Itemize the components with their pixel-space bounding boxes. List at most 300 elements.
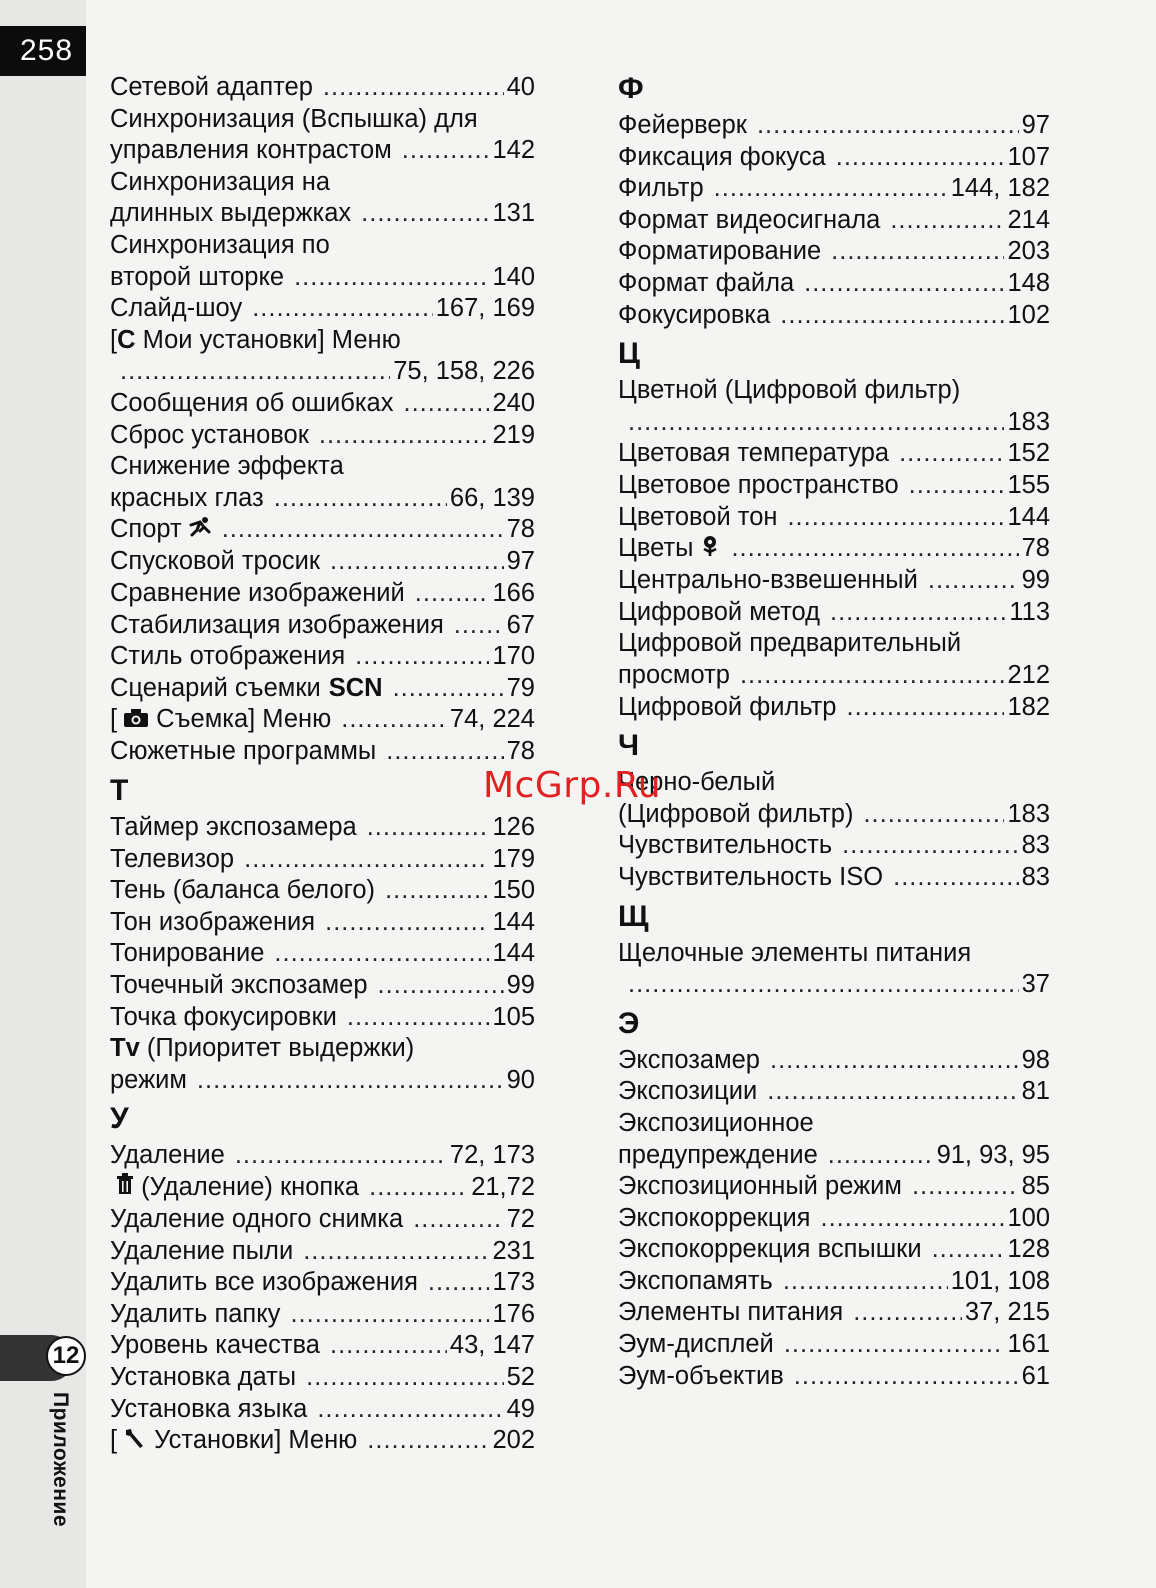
index-term <box>618 1076 757 1108</box>
index-page-refs: 152 <box>1007 439 1050 468</box>
index-term-text: Эум-объектив <box>618 1361 784 1390</box>
index-term-text: (Удаление) кнопка <box>134 1172 360 1201</box>
index-page-refs: 78 <box>506 515 535 544</box>
index-entry-row <box>618 268 1050 300</box>
index-page-refs: 128 <box>1007 1235 1050 1264</box>
dot-leader <box>369 1172 468 1204</box>
index-term <box>110 262 284 294</box>
index-entry <box>110 673 535 705</box>
dot-leader <box>306 1362 504 1394</box>
index-entry <box>618 236 1050 268</box>
index-entry-line1: Цветной (Цифровой фильтр) <box>618 376 961 405</box>
index-term <box>618 173 704 205</box>
dot-leader <box>367 1425 489 1457</box>
index-term <box>618 1045 760 1077</box>
index-term-text: Экспозиционный режим <box>618 1172 902 1201</box>
index-term-text: (Цифровой фильтр) <box>618 799 854 828</box>
index-page-refs: 202 <box>492 1426 535 1455</box>
index-entry-row <box>618 597 1050 629</box>
index-entry-row <box>110 875 535 907</box>
index-entry-row <box>110 198 535 230</box>
dot-leader <box>323 72 504 104</box>
dot-leader <box>787 502 1004 534</box>
section-letter-heading: Т <box>110 774 129 807</box>
index-entry-row <box>110 1267 535 1299</box>
index-page-refs: 144 <box>492 907 535 936</box>
index-page-refs: 90 <box>506 1065 535 1094</box>
dot-leader <box>274 938 489 970</box>
index-term <box>110 875 375 907</box>
dot-leader <box>428 1267 490 1299</box>
sport-mode-icon <box>188 515 212 547</box>
dot-leader <box>120 356 390 388</box>
index-entry <box>110 641 535 673</box>
index-term <box>110 938 264 970</box>
dot-leader <box>325 907 489 939</box>
index-entry <box>618 438 1050 470</box>
index-entry <box>110 1299 535 1331</box>
index-term-text: Удаление пыли <box>110 1236 294 1265</box>
index-entry-row <box>618 470 1050 502</box>
index-entry-row <box>618 692 1050 724</box>
index-entry <box>110 104 535 167</box>
section-letter-heading: Ц <box>618 337 640 371</box>
index-term-text: Формат видеосигнала <box>618 205 881 234</box>
dot-leader <box>330 1330 447 1362</box>
index-page-refs: 240 <box>492 388 535 417</box>
index-entry <box>618 142 1050 174</box>
dot-leader <box>831 236 1004 268</box>
index-term-text: Сообщения об ошибках <box>110 388 394 417</box>
dot-leader <box>899 438 1004 470</box>
index-term-text: Экспокоррекция вспышки <box>618 1235 922 1264</box>
dot-leader <box>767 1076 1018 1108</box>
index-term-text: длинных выдержках <box>110 199 352 228</box>
index-term <box>110 907 315 939</box>
index-entry-row <box>110 1394 535 1426</box>
index-page-refs: 21,72 <box>471 1172 535 1201</box>
index-term-text: красных глаз <box>110 483 264 512</box>
index-page-refs: 49 <box>506 1394 535 1423</box>
index-entry <box>110 451 535 514</box>
index-term-text: Формат файла <box>618 268 795 297</box>
index-term <box>618 1234 922 1266</box>
index-entry <box>110 167 535 230</box>
index-page-refs: 66, 139 <box>449 483 535 512</box>
camera-icon <box>123 705 149 737</box>
dot-leader <box>783 1266 948 1298</box>
index-entry <box>618 1234 1050 1266</box>
index-term <box>110 388 394 420</box>
index-entry <box>110 72 535 104</box>
index-entry <box>110 907 535 939</box>
index-term <box>110 293 242 325</box>
index-section <box>618 337 1050 723</box>
index-entry-line1 <box>110 325 535 357</box>
index-entry <box>618 1076 1050 1108</box>
index-section <box>618 729 1050 893</box>
index-entry-line1 <box>110 1033 535 1065</box>
index-term <box>110 641 345 673</box>
dot-leader <box>757 110 1019 142</box>
index-entry <box>110 1267 535 1299</box>
index-term <box>110 1140 225 1172</box>
dot-leader <box>714 173 948 205</box>
index-section <box>618 900 1050 1001</box>
index-term <box>110 1236 293 1268</box>
index-page-refs: 144, 182 <box>950 174 1050 203</box>
index-entry-row <box>110 483 535 515</box>
index-entry <box>110 1425 535 1457</box>
index-entry-text-part: C <box>117 325 136 354</box>
index-term <box>618 1171 902 1203</box>
index-entry <box>110 1236 535 1268</box>
index-entry-text-part: Съемка] Меню <box>149 705 332 734</box>
index-entry <box>110 736 535 768</box>
index-entry <box>618 300 1050 332</box>
index-page-refs: 182 <box>1007 692 1050 721</box>
chapter-number-badge: 12 <box>46 1336 86 1376</box>
dot-leader <box>836 142 1005 174</box>
dot-leader <box>628 969 1019 1001</box>
index-entry-row <box>618 1076 1050 1108</box>
index-entry-row <box>618 407 1050 439</box>
index-entry-row <box>110 1172 535 1204</box>
index-entry-row <box>618 565 1050 597</box>
section-letter-heading: Ч <box>618 729 640 763</box>
index-entry <box>618 565 1050 597</box>
index-term-text: режим <box>110 1065 187 1094</box>
dot-leader <box>413 1204 503 1236</box>
index-entry-row <box>618 1140 1050 1172</box>
index-entry-text-part: Мои установки] Меню <box>135 325 401 354</box>
index-entry-row <box>618 110 1050 142</box>
index-entry-row <box>110 262 535 294</box>
index-page-refs: 183 <box>1007 799 1050 828</box>
index-entry <box>618 1266 1050 1298</box>
index-term <box>110 1204 403 1236</box>
dot-leader <box>404 388 490 420</box>
index-entry-line1: Синхронизация (Вспышка) для <box>110 104 478 133</box>
index-entry-text-part: [ <box>110 1426 118 1455</box>
index-entry-row <box>618 1361 1050 1393</box>
index-entry-row <box>110 1362 535 1394</box>
index-entry-row <box>110 293 535 325</box>
index-term-text: Установка даты <box>110 1362 297 1391</box>
index-term <box>110 812 357 844</box>
index-entry-text-part: [ <box>110 325 118 354</box>
dot-leader <box>853 1297 962 1329</box>
index-entry-row <box>618 1297 1050 1329</box>
index-term-text: Тон изображения <box>110 907 316 936</box>
index-entry-line1: Экспозиционное <box>618 1108 814 1137</box>
index-term-text: Элементы питания <box>618 1298 844 1327</box>
index-page-refs: 97 <box>506 547 535 576</box>
index-entry-row <box>110 578 535 610</box>
index-term <box>110 1299 280 1331</box>
index-term <box>618 565 918 597</box>
index-entry-row <box>618 1266 1050 1298</box>
index-term-text: Экспозиции <box>618 1077 758 1106</box>
index-entry-row <box>110 420 535 452</box>
index-entry <box>618 268 1050 300</box>
index-entry <box>110 844 535 876</box>
index-page-refs: 37, 215 <box>964 1298 1050 1327</box>
dot-leader <box>770 1045 1019 1077</box>
section-letter-heading: Э <box>618 1006 640 1040</box>
index-term <box>618 830 832 862</box>
index-term-text: Сетевой адаптер <box>110 73 313 101</box>
index-term-text: Тонирование <box>110 939 265 968</box>
index-entry <box>618 862 1050 894</box>
index-entry <box>110 420 535 452</box>
index-entry <box>110 610 535 642</box>
index-page-refs: 97 <box>1021 111 1050 139</box>
dot-leader <box>361 198 489 230</box>
index-entry <box>110 1362 535 1394</box>
index-page-refs: 166 <box>492 578 535 607</box>
index-entry <box>110 388 535 420</box>
index-entry <box>618 597 1050 629</box>
index-term-text: управления контрастом <box>110 136 392 165</box>
index-entry <box>618 533 1050 565</box>
index-entry-line1: Щелочные элементы питания <box>618 938 972 967</box>
index-entry <box>618 1108 1050 1171</box>
index-term <box>618 692 836 724</box>
index-term <box>618 1140 818 1172</box>
index-entry <box>110 1330 535 1362</box>
index-entry-row <box>110 388 535 420</box>
index-term-text: Удалить папку <box>110 1299 281 1328</box>
index-page-refs: 37 <box>1021 970 1050 999</box>
index-entry <box>618 110 1050 142</box>
dot-leader <box>355 641 489 673</box>
index-page-refs: 183 <box>1007 407 1050 436</box>
index-entry <box>618 1045 1050 1077</box>
index-entry <box>618 173 1050 205</box>
index-entry-row <box>110 673 535 705</box>
dot-leader <box>330 546 504 578</box>
index-entry-row <box>110 1065 535 1097</box>
index-entry <box>110 1033 535 1096</box>
index-page-refs: 212 <box>1007 660 1050 689</box>
index-page-refs: 78 <box>506 737 535 766</box>
index-term-text: Чувствительность <box>618 831 833 860</box>
index-term-text: Цифровой метод <box>618 597 820 626</box>
dot-leader <box>828 1140 934 1172</box>
index-entry-row <box>618 533 1050 565</box>
dot-leader <box>197 1065 504 1097</box>
index-term-text: Телевизор <box>110 844 235 873</box>
index-term-text: Чувствительность ISO <box>618 862 884 891</box>
index-term <box>110 1394 307 1426</box>
index-entry <box>618 502 1050 534</box>
index-page-refs: 150 <box>492 876 535 905</box>
dot-leader <box>784 1329 1005 1361</box>
page-number: 258 <box>0 26 86 76</box>
index-page-refs: 67 <box>506 610 535 639</box>
index-page-refs: 167, 169 <box>435 294 535 323</box>
index-entry-text-part: [ <box>110 705 118 734</box>
index-entry-row <box>110 1140 535 1172</box>
dot-leader <box>821 1203 1005 1235</box>
index-term-text: Спорт <box>110 515 182 544</box>
dot-leader <box>222 514 504 546</box>
index-term <box>618 110 747 142</box>
index-term <box>110 1330 320 1362</box>
index-page-refs: 173 <box>492 1268 535 1297</box>
index-entry <box>618 628 1050 691</box>
index-page-refs: 101, 108 <box>950 1266 1050 1295</box>
wrench-icon <box>123 1426 147 1458</box>
dot-leader <box>890 205 1004 237</box>
index-page-refs: 40 <box>506 73 535 101</box>
index-section <box>110 72 535 768</box>
index-entry <box>110 325 535 388</box>
flower-icon <box>699 534 721 566</box>
index-column-left <box>110 72 535 1457</box>
index-page-refs: 142 <box>492 136 535 165</box>
index-term <box>110 135 392 167</box>
index-entry <box>618 470 1050 502</box>
index-term-text: Экспозамер <box>618 1045 760 1074</box>
index-entry-row <box>618 1171 1050 1203</box>
index-page-refs: 107 <box>1007 142 1050 171</box>
index-section <box>618 72 1050 331</box>
index-page-refs: 79 <box>506 673 535 702</box>
dot-leader <box>454 610 504 642</box>
index-entry <box>110 1002 535 1034</box>
index-entry-row <box>618 660 1050 692</box>
index-page-refs: 102 <box>1007 300 1050 329</box>
index-entry <box>110 514 535 546</box>
index-page-refs: 99 <box>506 970 535 999</box>
dot-leader <box>402 135 490 167</box>
index-term <box>618 533 721 565</box>
trash-icon <box>116 1172 134 1204</box>
index-entry <box>110 230 535 293</box>
dot-leader <box>628 407 1004 439</box>
index-entry-row <box>110 514 535 546</box>
index-term-text: предупреждение <box>618 1140 818 1169</box>
index-entry <box>110 546 535 578</box>
index-entry-row <box>110 610 535 642</box>
dot-leader <box>893 862 1019 894</box>
index-entry <box>618 938 1050 1001</box>
index-entry-row <box>618 300 1050 332</box>
index-entry-row <box>110 546 535 578</box>
index-entry-row <box>110 1002 535 1034</box>
section-letter-heading: Ф <box>618 72 644 105</box>
index-term <box>618 1361 784 1393</box>
dot-leader <box>319 420 490 452</box>
index-column-right <box>618 72 1050 1392</box>
index-entry-line1: Синхронизация на <box>110 167 331 196</box>
dot-leader <box>235 1140 447 1172</box>
index-page-refs: 75, 158, 226 <box>393 357 535 386</box>
index-term <box>618 470 899 502</box>
index-term <box>618 597 820 629</box>
index-term <box>110 546 320 578</box>
index-page-refs: 78 <box>1021 534 1050 563</box>
index-page-refs: 231 <box>492 1236 535 1265</box>
index-term <box>110 970 368 1002</box>
index-term-text: Уровень качества <box>110 1331 320 1360</box>
chapter-label: Приложение <box>49 1392 72 1528</box>
index-page-refs: 72, 173 <box>449 1141 535 1170</box>
scene-mode-glyph: SCN <box>328 673 383 702</box>
index-entry <box>110 938 535 970</box>
index-page-refs: 176 <box>492 1299 535 1328</box>
index-page-refs: 203 <box>1007 237 1050 266</box>
index-entry-text-part: Установки] Меню <box>147 1426 358 1455</box>
index-entry-row <box>110 844 535 876</box>
dot-leader <box>347 1002 490 1034</box>
index-term <box>110 1425 357 1457</box>
index-term-text: Цветы <box>618 534 694 563</box>
dot-leader <box>303 1236 489 1268</box>
index-entry-row <box>618 1045 1050 1077</box>
index-section <box>618 1007 1050 1393</box>
index-page-refs: 72 <box>506 1205 535 1233</box>
dot-leader <box>804 268 1004 300</box>
index-page-refs: 144 <box>492 939 535 968</box>
index-term-text: Форматирование <box>618 237 822 266</box>
index-entry-row <box>618 1234 1050 1266</box>
index-entry-row <box>110 938 535 970</box>
dot-leader <box>842 830 1019 862</box>
dot-leader <box>740 660 1005 692</box>
index-term-text: Стиль отображения <box>110 642 346 671</box>
index-page-refs: 126 <box>492 813 535 841</box>
index-term <box>618 142 826 174</box>
index-entry-row <box>110 356 535 388</box>
index-term <box>110 673 383 705</box>
index-entry <box>618 767 1050 830</box>
index-term-text: Слайд-шоу <box>110 294 243 323</box>
index-entry-row <box>110 135 535 167</box>
index-entry-row <box>110 1425 535 1457</box>
index-term-text: Экспокоррекция <box>618 1203 811 1232</box>
index-entry-row <box>110 704 535 736</box>
index-section <box>110 1102 535 1457</box>
index-page-refs: 148 <box>1007 268 1050 297</box>
index-term <box>618 205 880 237</box>
index-term <box>618 236 821 268</box>
index-entry-row <box>618 205 1050 237</box>
dot-leader <box>244 844 489 876</box>
index-term-text: просмотр <box>618 660 730 689</box>
index-term <box>110 704 331 736</box>
index-term-text: Цветовая температура <box>618 439 890 468</box>
index-page-refs: 81 <box>1021 1077 1050 1106</box>
dot-leader <box>341 704 447 736</box>
index-term <box>618 300 770 332</box>
index-term <box>110 198 351 230</box>
index-term-text: Спусковой тросик <box>110 547 321 576</box>
index-term <box>110 578 405 610</box>
index-term <box>618 438 889 470</box>
dot-leader <box>252 293 433 325</box>
index-page-refs: 74, 224 <box>449 705 535 734</box>
index-entry-row <box>110 72 535 104</box>
index-entry <box>618 1203 1050 1235</box>
index-entry-row <box>110 1236 535 1268</box>
index-entry-row <box>110 1299 535 1331</box>
dot-leader <box>830 597 1006 629</box>
index-term-text: Установка языка <box>110 1394 308 1423</box>
index-entry-line1: Снижение эффекта <box>110 452 344 481</box>
